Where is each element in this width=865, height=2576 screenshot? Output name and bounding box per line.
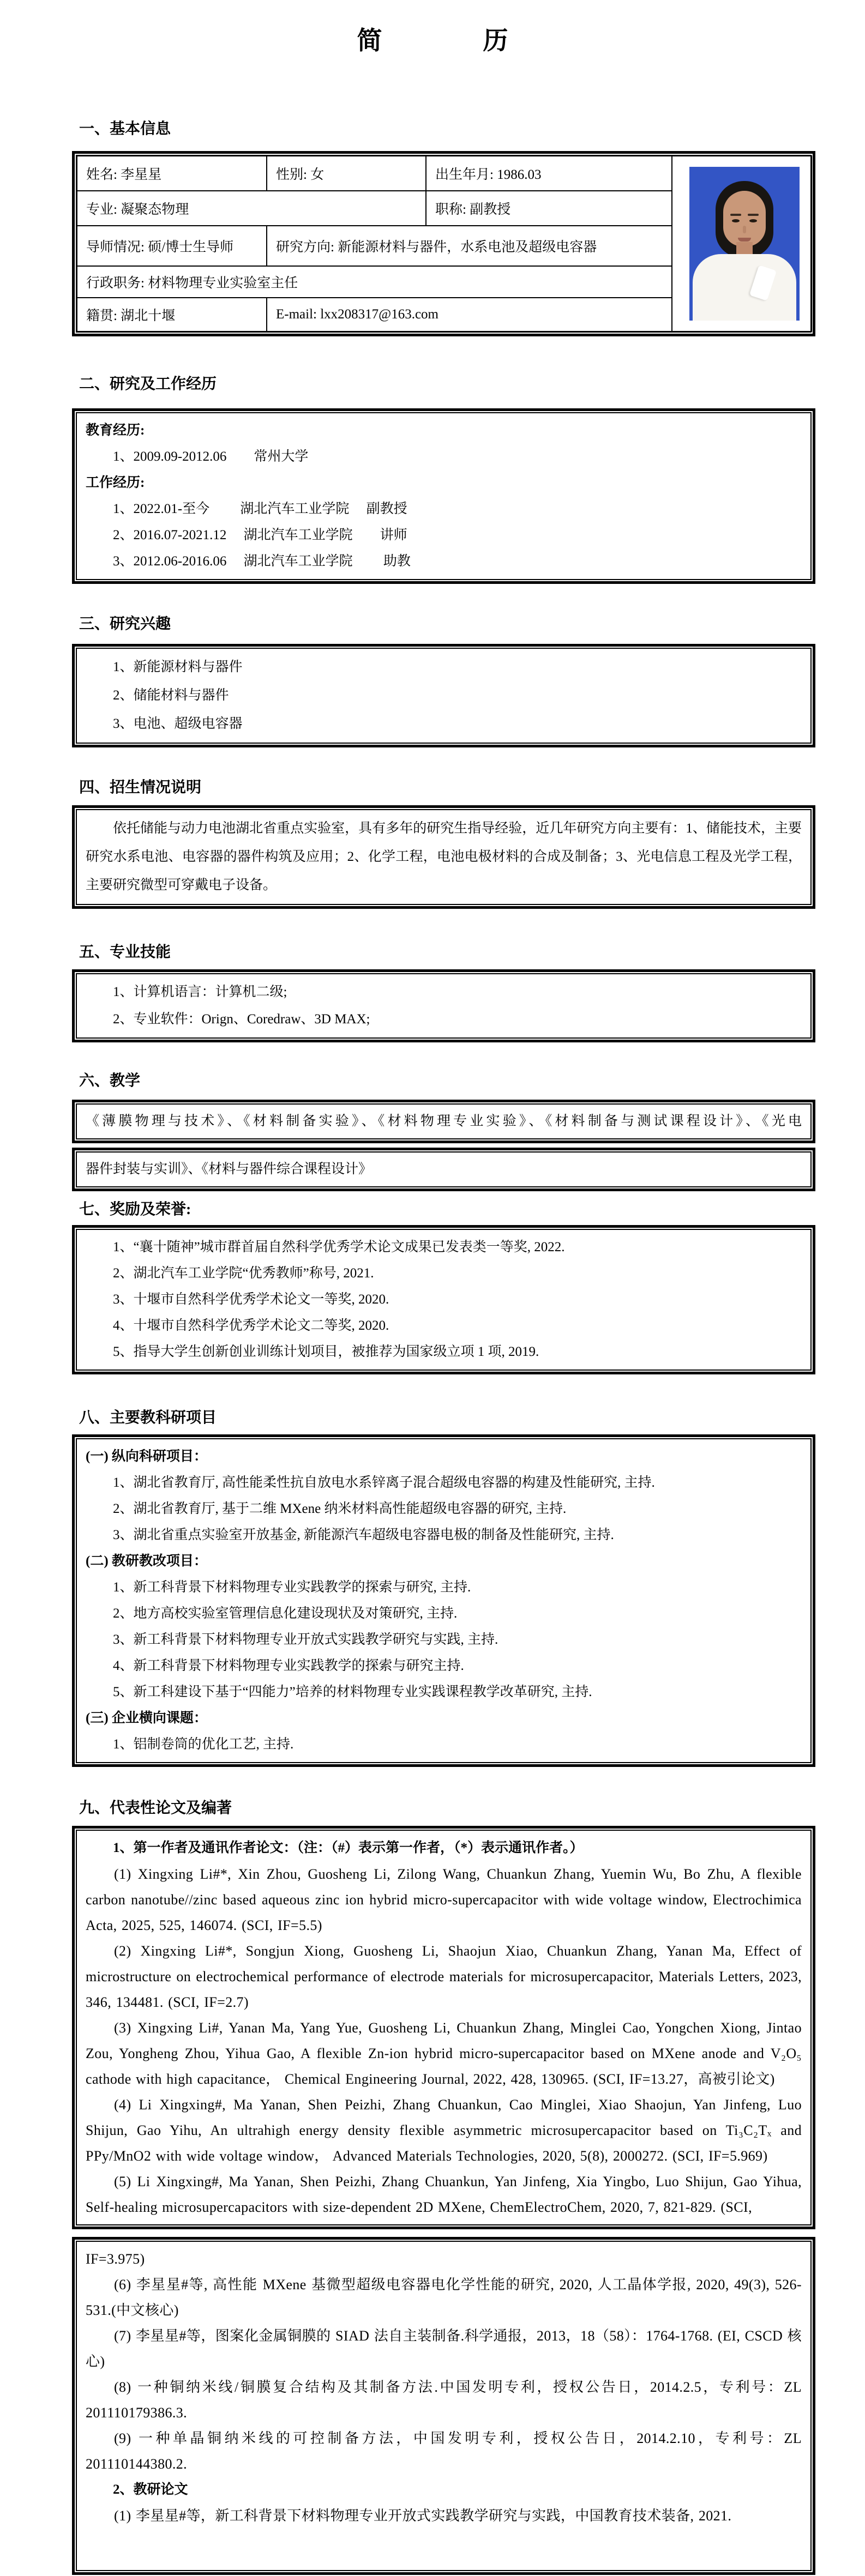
interest-item: 1、新能源材料与器件 — [113, 660, 243, 675]
paper-item: (3) Xingxing Li#, Yanan Ma, Yang Yue, Guosheng Li, Chuankun Zhang, Minglei Cao, Yongchen Xiong, Jintao Zou, Yongheng Zhou, Yihua Gao, A flexible Zn-ion hybrid micro-supercapacitor based on MXene anode and V₂O₅ cathode with high capacitance， Chemical Engineering Journal, 2022, 428, 130965. (SCI, IF=13.27，高被引论文) — [86, 2020, 802, 2088]
cell-major: 专业: 凝聚态物理 — [77, 191, 426, 226]
skill-item: 2、专业软件：Orign、Coredraw、3D MAX; — [113, 1011, 370, 1027]
cell-gender: 性别: 女 — [267, 156, 426, 191]
teaching-line-2: 器件封装与实训》、《材料与器件综合课程设计》 — [86, 1161, 373, 1177]
project-item: 1、铝制卷筒的优化工艺, 主持. — [113, 1737, 294, 1752]
basic-info-table-inner — [75, 154, 813, 334]
paper-item: (1) Xingxing Li#*, Xin Zhou, Guosheng Li, Zilong Wang, Chuankun Zhang, Yuemin Wu, Bo Zhu, A flexible carbon nanotube//zinc based aqueous zinc ion hybrid micro-supercapacitor with wide voltage window, Electrochimica Acta, 2025, 525, 146074. (SCI, IF=5.5) — [86, 1866, 802, 1934]
interests-box — [72, 644, 815, 747]
paper-item: (1) 李星星#等，新工科背景下材料物理专业开放式实践教学研究与实践，中国教育技术装备, 2021. — [114, 2508, 732, 2524]
project-item: 3、湖北省重点实验室开放基金, 新能源汽车超级电容器电极的制备及性能研究, 主持. — [113, 1528, 614, 1543]
skill-item: 1、计算机语言：计算机二级; — [113, 984, 287, 999]
photo-nose — [743, 226, 746, 233]
basic-info-table-frame — [72, 151, 815, 336]
paper-item: (6) 李星星#等, 高性能 MXene 基微型超级电容器电化学性能的研究, 2020, 人工晶体学报, 2020, 49(3), 526-531.(中文核心) — [86, 2277, 802, 2319]
project-item: 2、地方高校实验室管理信息化建设现状及对策研究, 主持. — [113, 1606, 458, 1621]
photo-shirt — [693, 254, 796, 321]
table-row — [77, 156, 812, 191]
cell-prof-title: 职称: 副教授 — [426, 191, 672, 226]
projects-box — [72, 1434, 815, 1767]
cell-birth: 出生年月: 1986.03 — [426, 156, 672, 191]
experience-box — [72, 408, 815, 584]
project-item: 5、新工科建设下基于“四能力”培养的材料物理专业实践课程教学改革研究, 主持. — [113, 1685, 592, 1700]
skills-box — [72, 969, 815, 1042]
admission-paragraph: 依托储能与动力电池湖北省重点实验室，具有多年的研究生指导经验，近几年研究方向主要有：1、储能技术，主要研究水系电池、电容器的器件构筑及应用；2、化学工程，电池电极材料的合成及制备；3、光电信息工程及光学工程，主要研究微型可穿戴电子设备。 — [86, 821, 802, 893]
photo-brow-left — [730, 214, 741, 216]
award-item: 1、“襄十随神”城市群首届自然科学优秀学术论文成果已发表类一等奖, 2022. — [113, 1239, 565, 1254]
work-item: 3、2012.06-2016.06 湖北汽车工业学院 助教 — [113, 553, 411, 569]
publications-box-1 — [72, 1826, 815, 2229]
paper-item: (2) Xingxing Li#*, Songjun Xiong, Guosheng Li, Shaojun Xiao, Chuankun Zhang, Yanan Ma, Effect of microstructure on electrochemical performance of electrode materials for microsupercapacitor, Materials Letters, 2023, 346, 134481. (SCI, IF=2.7) — [86, 1943, 802, 2011]
award-item: 5、指导大学生创新创业训练计划项目，被推荐为国家级立项 1 项, 2019. — [113, 1344, 539, 1359]
teaching-box-1 — [72, 1100, 815, 1143]
project-group-label: (一) 纵向科研项目： — [86, 1449, 207, 1464]
cell-name: 姓名: 李星星 — [77, 156, 267, 191]
section-heading-projects: 八、主要教科研项目 — [79, 1409, 217, 1426]
photo-brow-right — [748, 214, 759, 216]
section-heading-teaching: 六、教学 — [79, 1072, 141, 1089]
section-heading-skills: 五、专业技能 — [79, 944, 171, 961]
project-item: 1、湖北省教育厅, 高性能柔性抗自放电水系锌离子混合超级电容器的构建及性能研究, 主持. — [113, 1475, 655, 1491]
teaching-box-2 — [72, 1148, 815, 1191]
project-group-label: (二) 教研教改项目： — [86, 1554, 207, 1569]
project-item: 2、湖北省教育厅, 基于二维 MXene 纳米材料高性能超级电容器的研究, 主持. — [113, 1501, 567, 1517]
cell-mentor: 导师情况: 硕/博士生导师 — [77, 226, 267, 266]
admission-box — [72, 805, 815, 909]
education-item: 1、2009.09-2012.06 常州大学 — [113, 449, 309, 464]
teaching-line-1: 《薄膜物理与技术》、《材料制备实验》、《材料物理专业实验》、《材料制备与测试课程设计》、《光电 — [86, 1113, 802, 1129]
paper-item: (4) Li Xingxing#, Ma Yanan, Shen Peizhi, Zhang Chuankun, Cao Minglei, Xiao Shaojun, Yan Jinfeng, Luo Shijun, Gao Yihu, An ultrahigh energy density flexible asymmetric microsupercapacitor based on Ti₃C₂Tₓ and PPy/MnO2 with wide voltage window， Advanced Materials Technologies, 2020, 5(8), 2000272. (SCI, IF=5.969) — [86, 2097, 802, 2164]
project-item: 1、新工科背景下材料物理专业实践教学的探索与研究, 主持. — [113, 1580, 471, 1595]
section-heading-basic-info: 一、基本信息 — [79, 120, 171, 137]
section-heading-awards: 七、奖励及荣誉: — [79, 1200, 191, 1218]
paper-item: (7) 李星星#等，图案化金属铜膜的 SIAD 法自主装制备.科学通报，2013，18（58）：1764-1768. (EI, CSCD 核心) — [86, 2328, 802, 2370]
work-item: 1、2022.01-至今 湖北汽车工业学院 副教授 — [113, 501, 407, 516]
awards-box — [72, 1225, 815, 1374]
paper-item: (8) 一种铜纳米线/铜膜复合结构及其制备方法.中国发明专利，授权公告日，2014.2.5，专利号：ZL 201110179386.3. — [86, 2379, 802, 2421]
award-item: 2、湖北汽车工业学院“优秀教师”称号, 2021. — [113, 1265, 374, 1281]
cell-email: E-mail: lxx208317@163.com — [267, 298, 672, 331]
photo-cell — [672, 156, 812, 331]
publications-part2-label: 2、教研论文 — [113, 2482, 188, 2497]
photo-eye-left — [732, 219, 740, 222]
section-heading-publications: 九、代表性论文及编著 — [79, 1800, 232, 1817]
section-heading-admission: 四、招生情况说明 — [79, 779, 202, 797]
paper-item: (5) Li Xingxing#, Ma Yanan, Shen Peizhi, Zhang Chuankun, Yan Jinfeng, Xia Yingbo, Luo Shijun, Gao Yihua, Self-healing microsupercapacitors with size-dependent 2D MXene, ChemElectroChem, 2020, 7, 821-829. (SCI, — [86, 2174, 802, 2216]
publications-part1-label: 1、第一作者及通讯作者论文：（注：（#）表示第一作者，（*）表示通讯作者。） — [113, 1841, 584, 1856]
project-item: 4、新工科背景下材料物理专业实践教学的探索与研究主持. — [113, 1658, 464, 1674]
project-item: 3、新工科背景下材料物理专业开放式实践教学研究与实践, 主持. — [113, 1632, 498, 1648]
id-photo — [689, 167, 800, 321]
page-title: 简历 — [357, 27, 609, 55]
award-item: 4、十堰市自然科学优秀学术论文二等奖, 2020. — [113, 1318, 389, 1333]
interest-item: 2、储能材料与器件 — [113, 688, 229, 703]
publications-box-2 — [72, 2237, 815, 2575]
photo-eye-right — [749, 219, 757, 222]
interest-item: 3、电池、超级电容器 — [113, 716, 243, 732]
cell-hometown: 籍贯: 湖北十堰 — [77, 298, 267, 331]
photo-mouth — [738, 238, 751, 242]
education-label: 教育经历: — [86, 423, 145, 438]
cell-research: 研究方向: 新能源材料与器件，水系电池及超级电容器 — [267, 226, 672, 266]
project-group-label: (三) 企业横向课题： — [86, 1711, 207, 1726]
work-item: 2、2016.07-2021.12 湖北汽车工业学院 讲师 — [113, 527, 407, 542]
award-item: 3、十堰市自然科学优秀学术论文一等奖, 2020. — [113, 1292, 389, 1307]
basic-info-table — [76, 155, 812, 332]
paper-item: (9) 一种单晶铜纳米线的可控制备方法，中国发明专利，授权公告日，2014.2.10，专利号：ZL 201110144380.2. — [86, 2430, 802, 2472]
section-heading-interests: 三、研究兴趣 — [79, 615, 171, 632]
paper-carry-over: IF=3.975) — [86, 2251, 145, 2267]
work-label: 工作经历: — [86, 475, 145, 490]
section-heading-experience: 二、研究及工作经历 — [79, 375, 217, 393]
cell-admin: 行政职务: 材料物理专业实验室主任 — [77, 266, 672, 298]
